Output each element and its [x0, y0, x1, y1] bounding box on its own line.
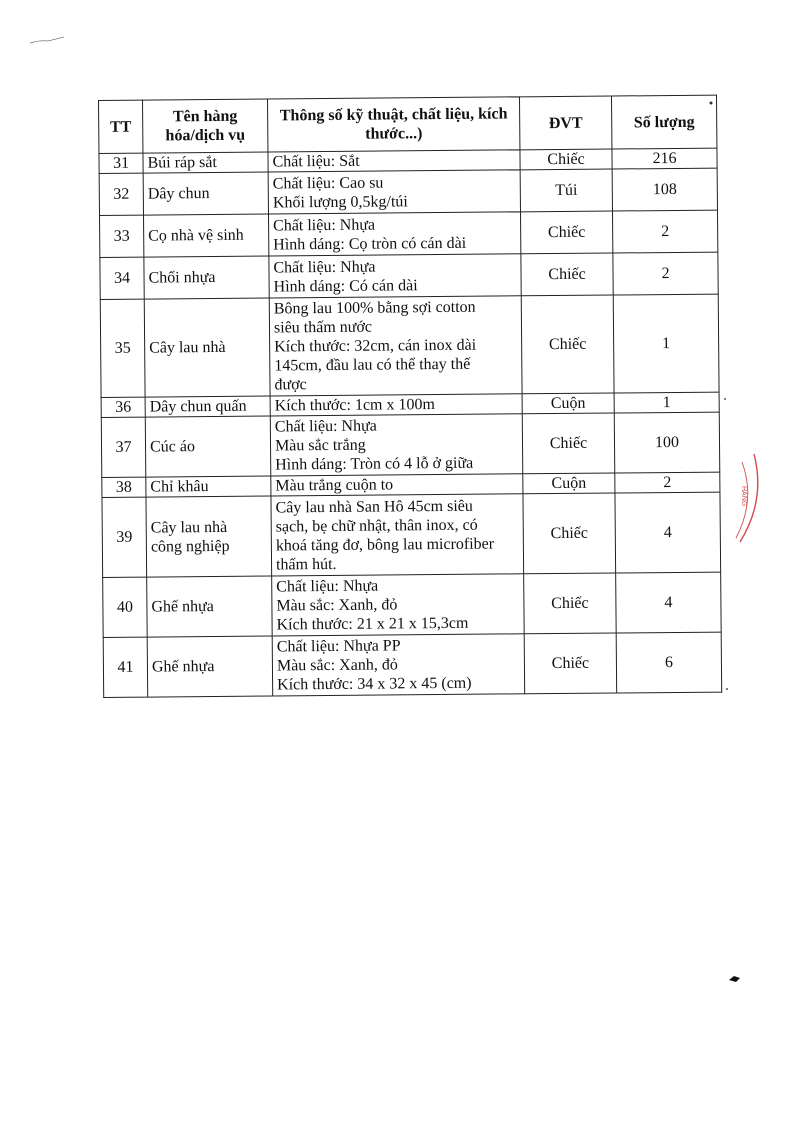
cell-tt: 35 [100, 299, 145, 397]
cell-spec: Bông lau 100% bằng sợi cotton siêu thấm nước Kích thước: 32cm, cán inox dài 145cm, đầu lau có thể thay thế được [269, 296, 522, 396]
cell-spec: Kích thước: 1cm x 100m [270, 394, 522, 416]
red-stamp-partial [732, 450, 762, 550]
cell-spec: Chất liệu: Cao su Khối lượng 0,5kg/túi [268, 170, 520, 214]
cell-unit: Cuộn [523, 473, 615, 494]
cell-qty: 108 [612, 168, 717, 211]
cell-qty: 4 [615, 492, 721, 573]
cell-tt: 34 [100, 257, 144, 299]
cell-spec: Chất liệu: Nhựa Hình dáng: Có cán dài [269, 254, 521, 298]
cell-unit: Chiếc [521, 295, 614, 394]
cell-unit: Chiếc [522, 413, 615, 474]
header-qty: Số lượng [611, 95, 716, 149]
header-unit: ĐVT [519, 96, 611, 150]
cell-unit: Túi [520, 169, 612, 212]
cell-spec: Chất liệu: Nhựa Màu sắc trắng Hình dáng: Tròn có 4 lỗ ở giữa [270, 414, 523, 476]
cell-name: Cọ nhà vệ sinh [144, 214, 269, 257]
cell-name: Cây lau nhà công nghiệp [146, 496, 272, 577]
cell-qty: 100 [614, 412, 720, 473]
header-spec: Thông số kỹ thuật, chất liệu, kích thước...) [267, 97, 519, 152]
table-row [101, 412, 720, 477]
ink-blot [728, 974, 742, 984]
cell-name: Chổi nhựa [144, 256, 269, 299]
table-row [102, 492, 721, 577]
cell-tt: 39 [102, 497, 147, 577]
cell-name: Búi ráp sắt [143, 152, 268, 173]
cell-tt: 37 [101, 417, 146, 477]
header-tt: TT [99, 100, 143, 153]
table-row [103, 632, 722, 697]
cell-name: Dây chun quấn [145, 396, 270, 417]
cell-unit: Chiếc [520, 211, 612, 254]
table-row [100, 252, 718, 299]
cell-unit: Chiếc [523, 493, 616, 574]
cell-unit: Cuộn [522, 393, 614, 414]
cell-tt: 32 [99, 173, 143, 215]
cell-name: Chỉ khâu [146, 476, 271, 497]
stamp-text: HÀNG [740, 486, 747, 507]
cell-name: Cúc áo [145, 416, 271, 477]
cell-qty: 2 [615, 472, 720, 493]
cell-name: Cây lau nhà [144, 298, 270, 397]
cell-qty: 4 [616, 572, 722, 633]
scan-dot-right-3 [724, 686, 730, 692]
cell-spec: Chất liệu: Sắt [268, 150, 520, 172]
cell-spec: Cây lau nhà San Hô 45cm siêu sạch, bẹ chữ nhật, thân inox, có khoá tăng đơ, bông lau microfiber thấm hút. [271, 494, 524, 576]
table-row [100, 210, 718, 257]
cell-tt: 33 [100, 215, 144, 257]
cell-name: Dây chun [143, 172, 268, 215]
table-row [100, 294, 719, 397]
cell-spec: Chất liệu: Nhựa Hình dáng: Cọ tròn có cán dài [269, 212, 521, 256]
cell-qty: 2 [613, 252, 718, 295]
scan-dot-right-2 [722, 396, 728, 402]
cell-qty: 1 [614, 392, 719, 413]
cell-unit: Chiếc [520, 149, 612, 170]
cell-unit: Chiếc [524, 573, 617, 634]
cell-tt: 36 [101, 397, 145, 417]
table-row [103, 572, 722, 637]
cell-unit: Chiếc [524, 633, 617, 694]
cell-tt: 40 [103, 577, 148, 637]
header-name: Tên hàng hóa/dịch vụ [143, 99, 268, 153]
cell-spec: Chất liệu: Nhựa PP Màu sắc: Xanh, đỏ Kích thước: 34 x 32 x 45 (cm) [272, 634, 525, 696]
cell-tt: 41 [103, 637, 148, 697]
cell-tt: 31 [99, 153, 143, 173]
table-row [99, 168, 717, 215]
cell-name: Ghế nhựa [147, 636, 273, 697]
cell-name: Ghế nhựa [147, 576, 273, 637]
cell-spec: Chất liệu: Nhựa Màu sắc: Xanh, đỏ Kích thước: 21 x 21 x 15,3cm [272, 574, 525, 636]
cell-qty: 216 [612, 148, 717, 169]
cell-tt: 38 [102, 477, 146, 497]
table-header-row [99, 95, 717, 153]
table-body [99, 148, 722, 697]
cell-qty: 1 [613, 294, 719, 393]
scan-speck-top-left [28, 34, 68, 46]
cell-qty: 2 [612, 210, 717, 253]
cell-unit: Chiếc [521, 253, 613, 296]
goods-table [98, 95, 722, 698]
cell-qty: 6 [616, 632, 722, 693]
cell-spec: Màu trắng cuộn to [271, 474, 523, 496]
